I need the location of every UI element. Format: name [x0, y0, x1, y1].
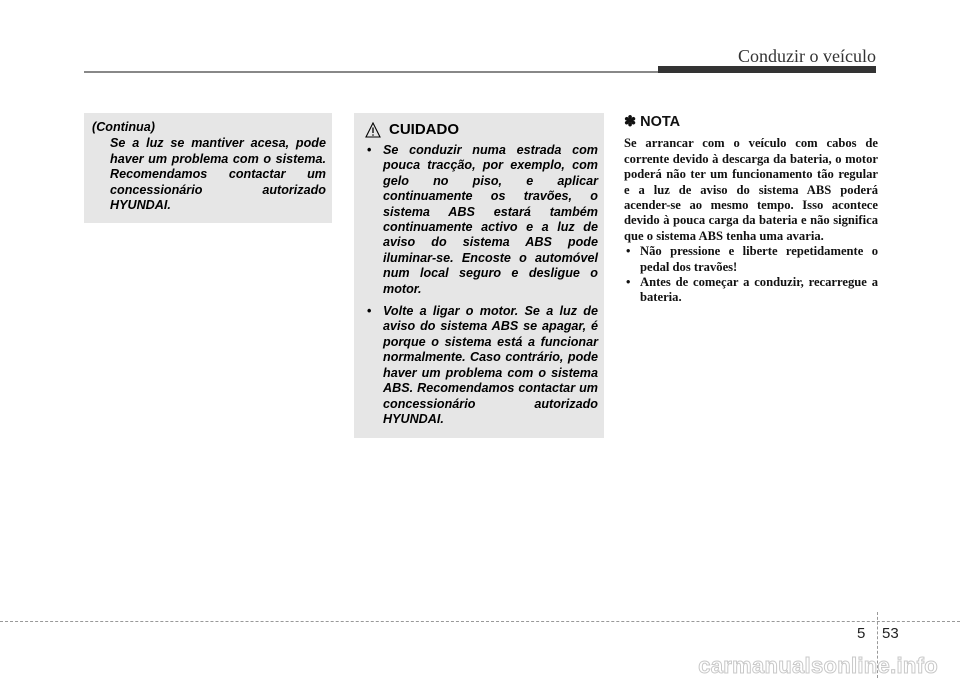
caution-title: CUIDADO — [389, 121, 459, 138]
note-section — [624, 115, 878, 306]
continued-warning-box — [84, 113, 332, 223]
note-item: • Não pressione e liberte repetidamente o pedal dos travões! — [624, 244, 878, 275]
note-paragraph: Se arrancar com o veículo com cabos de corrente devido à descarga da bateria, o motor poderá não ter um funcionamento tão regular e a luz de aviso do sistema ABS poderá acender-se ao mesmo tempo. Isso acontece devido à pouca carga da bateria e não significa que o sistema ABS tenha uma avaria. — [624, 136, 878, 243]
caution-item: • Se conduzir numa estrada com pouca tracção, por exemplo, com gelo no piso, e aplicar continuamente os travões, o sistema ABS estará também continuamente activo e a luz de aviso do sistema ABS pode iluminar-se. Encoste o automóvel num local seguro e desligue o motor. — [365, 143, 598, 297]
header-rule — [84, 71, 658, 73]
header-accent-bar — [658, 66, 876, 73]
continued-text: Se a luz se mantiver acesa, pode haver um problema com o sistema. Recomendamos contactar um concessionário autorizado HYUNDAI. — [110, 136, 326, 213]
note-heading — [624, 115, 878, 130]
watermark: carmanualsonline.info — [698, 653, 938, 678]
note-title: NOTA — [640, 114, 681, 130]
asterisk-icon: ✽ — [624, 114, 637, 130]
warning-triangle-icon — [365, 122, 381, 138]
page-header-title: Conduzir o veículo — [738, 46, 876, 66]
caution-heading — [365, 121, 598, 139]
section-number: 5 — [857, 625, 866, 642]
caution-item: • Volte a ligar o motor. Se a luz de aviso do sistema ABS se apagar, é porque o sistema está a funcionar normalmente. Caso contrário, pode haver um problema com o sistema ABS. Recomendamos contactar um concessionário autorizado HYUNDAI. — [365, 304, 598, 427]
caution-box — [354, 113, 604, 438]
continued-label: (Continua) — [92, 120, 155, 134]
page-number: 53 — [882, 625, 899, 642]
note-item: • Antes de começar a conduzir, recarregue a bateria. — [624, 275, 878, 306]
footer-rule — [0, 621, 960, 622]
